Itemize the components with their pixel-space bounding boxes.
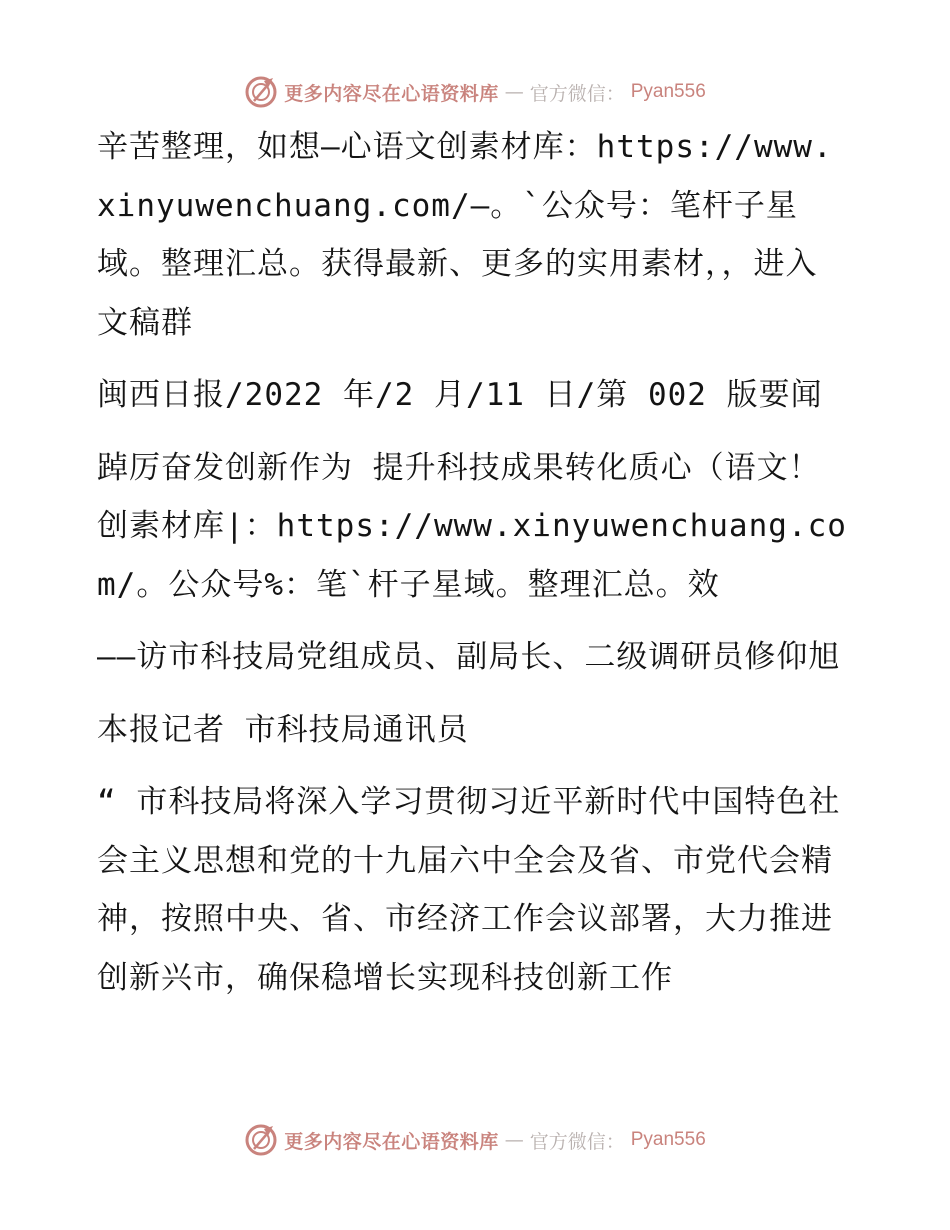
- document-body: [97, 118, 849, 1021]
- body-paragraph: “ 市科技局将深入学习贯彻习近平新时代中国特色社会主义思想和党的十九届六中全会及省、市党代会精神，按照中央、省、市经济工作会议部署，大力推进创新兴市，确保稳增长实现科技创新工作: [97, 784, 841, 996]
- banner-official-label: 官方微信：: [529, 82, 625, 105]
- red-quill-logo-icon: [244, 1123, 278, 1157]
- source-line: 闽西日报/2022 年/2 月/11 日/第 002 版要闻: [97, 377, 823, 413]
- banner-brand-text: 更多内容尽在心语资料库: [284, 82, 499, 105]
- banner-official-label: 官方微信：: [529, 1130, 625, 1153]
- banner-brand-text: 更多内容尽在心语资料库: [284, 1130, 499, 1153]
- red-quill-logo-icon: [244, 75, 278, 109]
- header-banner: [0, 72, 950, 112]
- banner-wechat-id: Pyan556: [630, 1129, 706, 1150]
- byline: 本报记者 市科技局通讯员: [97, 711, 469, 748]
- banner-separator: —: [504, 1129, 524, 1151]
- article-subtitle: ——访市科技局党组成员、副局长、二级调研员修仰旭: [97, 639, 841, 675]
- footer-banner: [0, 1120, 950, 1160]
- article-title: 踔厉奋发创新作为 提升科技成果转化质心（语文！创素材库|：https://www.xinyuwenchuang.com/。公众号%：笔`杆子星域。整理汇总。效: [97, 449, 847, 603]
- banner-wechat-id: Pyan556: [630, 81, 706, 102]
- banner-separator: —: [504, 81, 524, 103]
- intro-paragraph: 辛苦整理，如想—心语文创素材库：https://www.xinyuwenchuang.com/—。`公众号：笔杆子星域。整理汇总。获得最新、更多的实用素材，，进入文稿群: [97, 129, 833, 341]
